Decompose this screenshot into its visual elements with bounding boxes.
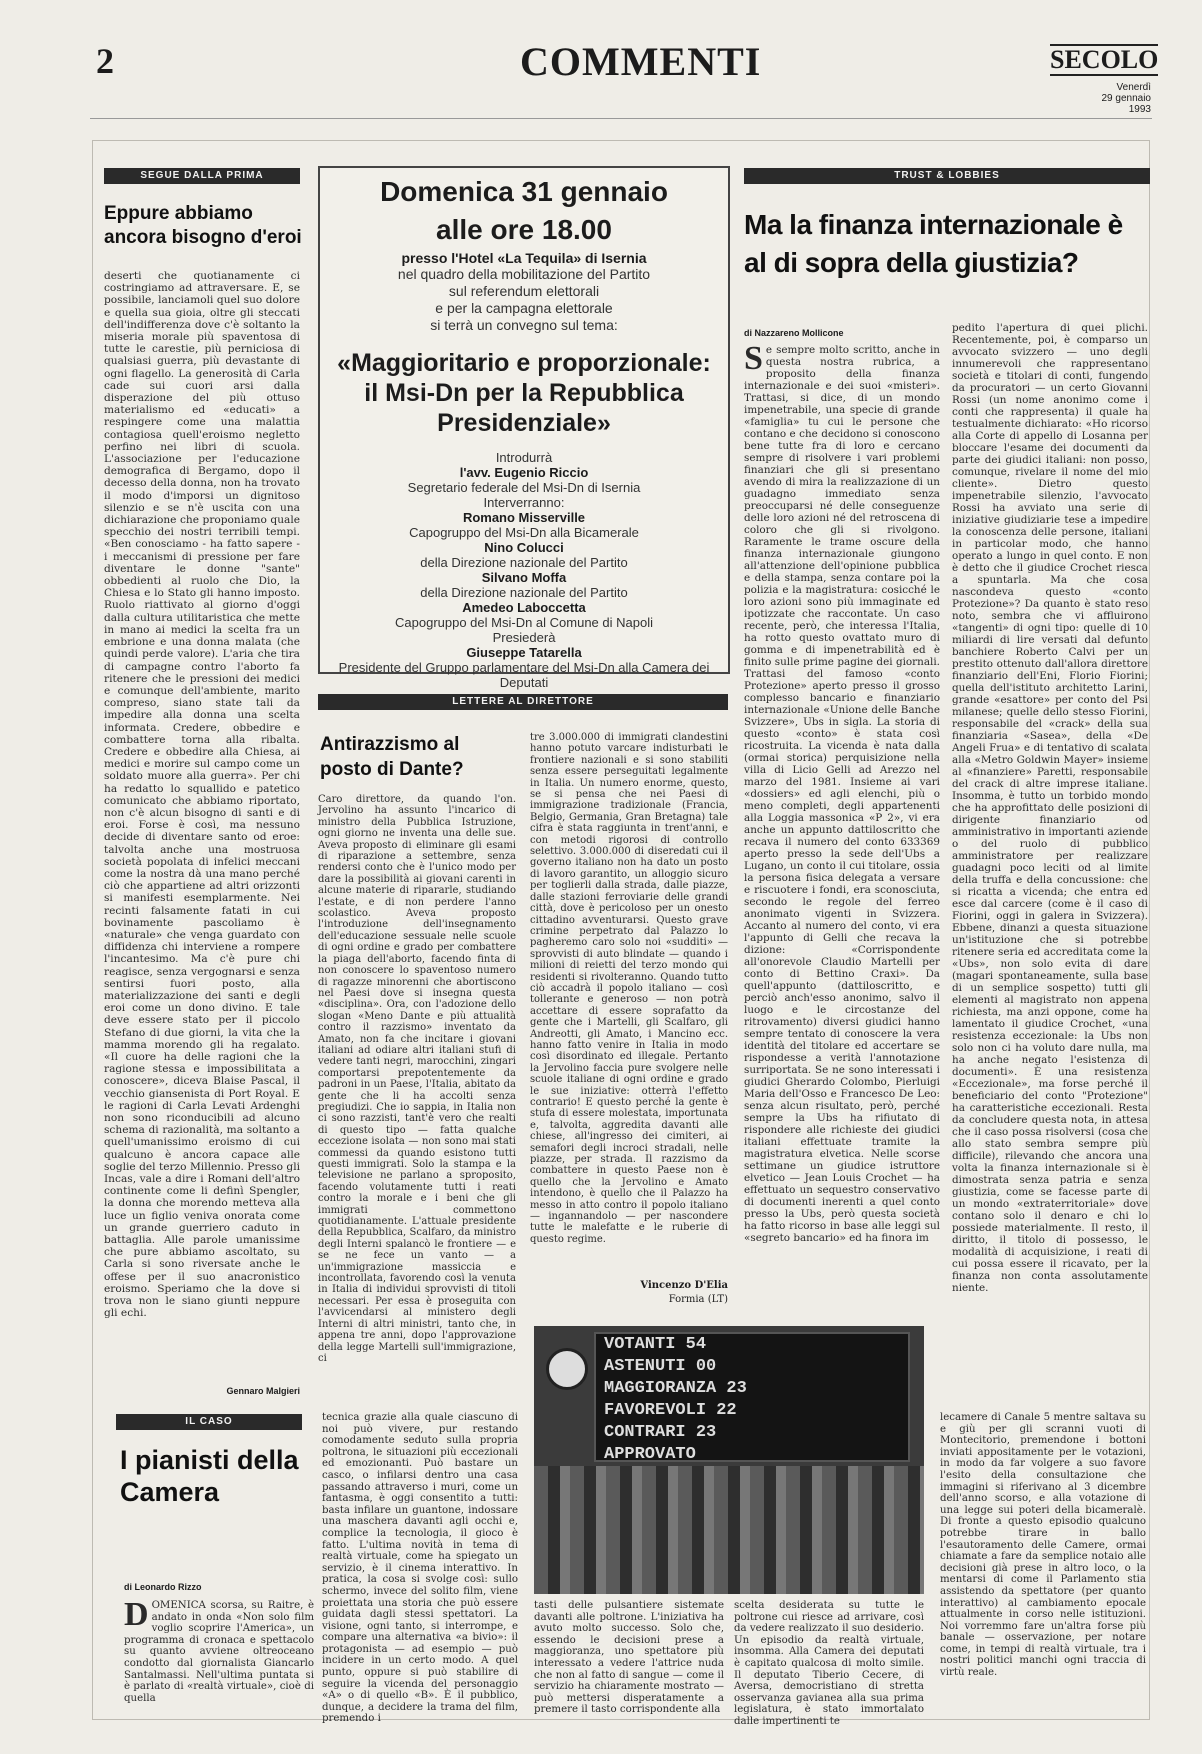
promo-speaker-role: Capogruppo del Msi-Dn alla Bicamerale xyxy=(409,525,639,540)
board-value: APPROVATO xyxy=(604,1445,696,1464)
section-title: COMMENTI xyxy=(520,39,762,84)
trust-body-col1-text: e sempre molto scritto, anche in questa nostra rubrica, a proposito della finanza internazionale e dei suoi «misteri». Trattasi, si dice, di un mondo impenetrabile, una specie di grande «famiglia» tu cui le persone che contano e che decidono si conoscono bene tutte fra di loro e cercano sempre di risolvere i vari problemi finanziari che gli si presentano avendo di mira la realizzazione di un guadagno immediato senza preoccuparsi né delle conseguenze delle loro azioni né del retroscena di coloro che gli si rivolgono. Raramente le trame oscure della finanza internazionale giungono all'attenzione dell'opinione pubblica e della stampa, senza contare poi la polizia e la magistratura: cosicché le loro azioni sono più immaginate ed ipotizzate che raccontate. Un caso recente, però, che interessa l'Italia, ha rotto questo ovattato muro di gomma e di impenetrabilità ed è finito sulle prime pagine dei giornali. Trattasi del famoso «conto Protezione» aperto presso il grosso complesso bancario e finanziario internazionale «Unione delle Banche Svizzere», Ubs in sigla. La storia di questo «conto» è stata così ricostruita. La vicenda è nata dalla (ormai storica) perquisizione nella villa di Licio Gelli ad Arezzo nel marzo del 1981. Insieme ai vari «dossiers» ed agli elenchi, più o meno completi, degli appartenenti alla Loggia massonica «P 2», vi era anche un appunto dattiloscritto che recava il numero del conto 633369 aperto presso la sede dell'Ubs a Lugano, un conto il cui titolare, ossia la persona fisica delegata a versare e riscuotere i fondi, era sconosciuta, secondo le regole del ferreo anonimato vigenti in Svizzera. Accanto al numero del conto, vi era l'appunto di Gelli che recava la dizione: «Corrispondente all'onorevole Claudio Martelli per conto di Bettino Craxi». Da quell'appunto (dattiloscritto, e perciò anch'esso anonimo, salvo il luogo e le circostanze del ritrovamento) diversi giudici hanno sempre tentato di conoscere la vera identità del titolare ed accertare se rispondesse a verità l'annotazione surriportata. Se ne sono interessati i giudici Gherardo Colombo, Pierluigi Maria dell'Osso e Francesco De Leo: senza alcun risultato, però, perché sempre la Ubs ha rifiutato di rispondere alle richieste dei giudici italiani effettuate tramite la magistratura elvetica. Nelle scorse settimane un giudice istruttore elvetico — Jean Louis Crochet — ha effettuato un sequestro conservativo di documenti inerenti a quel conto presso la Ubs, però questa società ha fatto ricorso in base alle leggi sul «segreto bancario» ed ha finora im xyxy=(744,344,940,1244)
letters-body-col2: tre 3.000.000 di immigrati clandestini hanno potuto varcare indisturbati le frontiere nazionali e si sono stabiliti senza essere perseguitati legalmente in Italia. Un numero enorme, questo, se si pensa che nei Paesi di immigrazione tradizionale (Francia, Belgio, Germania, Gran Bretagna) tale cifra è stata raggiunta in trent'anni, e con metodi rigorosi di controllo selettivo. 3.000.000 di diseredati cui il governo italiano non ha dato un posto di lavoro garantito, un alloggio sicuro per toglierli dalla strada, dalle piazze, dalle stazioni ferroviarie delle grandi città, dove è pericoloso per un onesto cittadino avventurarsi. Questo grave crimine perpetrato dal Palazzo lo pagheremo caro solo noi «sudditi» — sprovvisti di auto blindate — quando i milioni di reietti del terzo mondo qui residenti si rivolteranno. Quando tutto ciò accadrà il popolo italiano — così tollerante e generoso — non potrà accettare di essere soprafatto da gente che i Martelli, gli Scalfaro, gli Andreotti, gli Amato, i Mancino ecc. hanno fatto venire in Italia in modo così disordinato ed illegale. Pertanto la Jervolino faccia pure svolgere nelle scuole italiane di ogni ordine e grado le sue iniziative: otterrà l'effetto contrario! E questo perché la gente è stufa di essere molestata, importunata e, talvolta, aggredita davanti alle chiese, all'ingresso dei cimiteri, ai semafori degli incroci stradali, nelle piazze, per strada. Il razzismo da combattere in questo Paese non è quello che la Jervolino e Amato intendono, è quello che il Palazzo ha messo in atto contro il popolo italiano — ingannandolo — per nascondere tutte le malefatte e le ruberie di questo regime. xyxy=(530,732,728,1245)
convention-announcement xyxy=(318,166,730,690)
promo-intro-4: si terrà un convegno sul tema: xyxy=(430,317,618,333)
trust-body-col1 xyxy=(744,340,940,1310)
caso-body-col4: scelta desiderata su tutte le poltrone cui riesce ad arrivare, così da vedere realizzato il suo desiderio. Un episodio da realtà virtuale, insomma. Alla Camera dei deputati è capitato qualcosa di molto simile. Il deputato Tiberio Cecere, di Aversa, democristiano di stretta osservanza gavianea alla sua prima legislatura, è stato immortalato dalle impertinenti te xyxy=(734,1600,924,1727)
trust-body-col2: pedito l'apertura di quei plichi. Recentemente, poi, è comparso un avvocato svizzero — uno degli innumerevoli che rappresentano società e titolari di conti, fungendo da procuratori — un certo Giovanni Rossi (un nome anonimo come i conti che rappresenta) il quale ha testualmente dichiarato: «Ho ricorso alla Corte di appello di Losanna per bloccare l'esame dei documenti da parte dei giudici italiani: non posso, comunque, rivelare il nome del mio cliente». Dietro questo impenetrabile silenzio, l'avvocato Rossi ha avviato una serie di iniziative giudiziarie tese a impedire la conoscenza delle persone, italiani in particolar modo, che hanno operato a lungo in quel conto. E non è detto che il giudice Crochet riesca a spuntarla. Ma che cosa nascondeva questo «conto Protezione»? Da quanto è stato reso noto, sembra che vi affluirono «tangenti» di ogni tipo: quelle di 10 miliardi di lire versati dal defunto banchiere Roberto Calvi per un prestito ottenuto dall'allora direttore finanziario dell'Eni, Florio Fiorini; quella dell'istituto architetto Larini, grande «esattore» per conto del Psi milanese; quelle dello stesso Fiorini, responsabile del «crack» della sua finanziaria «Sasea», della «De Angeli Frua» e di tentativo di scalata alla «Metro Goldwin Mayer» insieme al «finanziere» Paretti, responsabile del crack di altre imprese italiane. Insomma, è tutto un torbido mondo che ha approfittato delle posizioni di dirigente finanziario od amministrativo in importanti aziende o del ruolo di pubblico amministratore per realizzare guadagni poco leciti od al limite della truffa e della concussione: che si ricatta a vicenda; che entra ed esce dal carcere (come è il caso di Fiorini, oggi in galera in Svizzera). Ebbene, dinanzi a questa situazione un'istituzione che si potrebbe ritenere seria ed accreditata come la «Ubs», non solo evita di dare (magari spontaneamente, sulla base di un semplice sospetto) tutti gli elementi al magistrato non appena richiesta, ma anzi oppone, come ha lamentato il giudice Crochet, «una resistenza eccezionale: la Ubs non solo non ci ha voluto dare nulla, ma ha anche negato l'esistenza di documenti». È una resistenza «Eccezionale», ma forse perché il beneficiario del conto "Protezione" ha caratteristiche eccezionali. Resta da concludere questa nota, in attesa che il caso possa risolversi (cosa che allo stato sembra sempre più difficile), rilevando che ancora una volta la finanza internazionale si è dimostrata senza patria e senza giustizia, come se facesse parte di un mondo «extraterritoriale» dove contano solo il denaro e chi lo possiede materialmente. Il resto, il diritto, il titolo di possesso, le modalità di acquisizione, i reati di cui possa essere il ricavato, per la finanza non conta assolutamente niente. xyxy=(952,322,1148,1294)
promo-time: alle ore 18.00 xyxy=(436,214,612,245)
caso-body-col3: tasti delle pulsantiere sistemate davanti alle poltrone. L'iniziativa ha avuto molto successo. Solo che, essendo le decisioni prese a maggioranza, uno spettatore più interessato a vedere l'attrice nuda che non al fatto di sangue — come il servizio ha chiaramente mostrato — può mettersi disperatamente a premere il tasto corrispondente alla xyxy=(534,1600,724,1716)
issue-day: Venerdì xyxy=(1116,82,1151,93)
masthead-logo: SECOLO xyxy=(1050,45,1159,74)
page-number: 2 xyxy=(96,41,114,81)
letters-band: LETTERE AL DIRETTORE xyxy=(318,694,728,710)
letters-body-col1: Caro direttore, da quando l'on. Jervolino ha assunto l'incarico di ministro della Pubblica Istruzione, ogni giorno ne inventa una delle sue. Aveva proposto di eliminare gli esami di riparazione a settembre, senza rendersi conto che è l'unico modo per dare la possibilità ai giovani carenti in alcune materie di ripararle, studiando l'estate, e di non perdere l'anno scolastico. Aveva proposto l'introduzione dell'insegnamento dell'educazione sessuale nelle scuole di ogni ordine e grado per combattere la piaga dell'aborto, facendo finta di non conoscere lo spaventoso numero di ragazze minorenni che abortiscono nel Paesi dove si insegna questa «disciplina». Ora, con l'adozione dello slogan «Meno Dante e più attualità contro il razzismo» inventato da Amato, non fa che incitare i giovani italiani ad odiare altri italiani stufi di vedere tanti negri, marocchini, zingari comportarsi prepotentemente da padroni in un Paese, l'Italia, abitato da gente che li ha accolti senza pregiudizi. Che io sappia, in Italia non ci sono razzisti, tant'è vero che realti di questo tipo — fatta qualche eccezione isolata — non sono mai stati commessi da quando esistono tutti questi immigrati. Solo la stampa e la televisione ne parlano a sproposito, facendo volutamente tutti i reati contro la morale e i beni che gli immigrati commettono quotidianamente. L'attuale presidente della Repubblica, Scalfaro, da ministro degli Interni spalancò le frontiere — e se ne fece un vanto — a un'immigrazione massiccia e incontrollata, favorendo così la venuta in Italia di individui sprovvisti di titoli necessari. Per essa è proseguita con l'avvicendarsi al ministero degli Interni di altri ministri, tanto che, in appena tre anni, dopo l'approvazione della legge Martelli sull'immigrazione, ci xyxy=(318,794,516,1364)
caso-headline: I pianisti della Camera xyxy=(120,1445,299,1507)
deputies-crowd xyxy=(534,1466,924,1594)
board-label: MAGGIORANZA xyxy=(604,1379,717,1398)
board-value: 00 xyxy=(695,1357,717,1376)
letters-signature-name: Vincenzo D'Elia xyxy=(640,1280,728,1291)
board-row xyxy=(596,1400,908,1422)
board-row xyxy=(596,1444,908,1466)
promo-venue: presso l'Hotel «La Tequila» di Isernia xyxy=(401,250,647,266)
left-article-band: SEGUE DALLA PRIMA xyxy=(104,168,300,184)
promo-introducer-role: Segretario federale del Msi-Dn di Isernia xyxy=(407,480,641,495)
promo-speakers-label: Interverranno: xyxy=(483,495,565,510)
issue-full-date: 29 gennaio 1993 xyxy=(1101,93,1151,115)
parliament-photo xyxy=(534,1326,924,1594)
promo-speaker-role: Capogruppo del Msi-Dn al Comune di Napoli xyxy=(395,615,653,630)
board-label: VOTANTI xyxy=(604,1335,676,1354)
promo-speaker-name: Romano Misserville xyxy=(462,510,586,525)
promo-speaker-name: Amedeo Laboccetta xyxy=(462,600,586,615)
promo-intro-2: sul referendum elettorali xyxy=(448,283,600,299)
promo-chair-name: Giuseppe Tatarella xyxy=(466,645,582,660)
caso-body-col2: tecnica grazie alla quale ciascuno di noi può vivere, pur restando comodamente seduto sulla propria poltrona, le situazioni più eccezionali ed emozionanti. Può bastare un casco, o infilarsi dentro una casa passando attraverso i muri, come un fantasma, è oggi consentito a tutti: basta infilare un guantone, indossare una maschera davanti agli occhi e, complice la tecnologia, il gioco è fatto. L'ultima novità in tema di realtà virtuale, come ha spiegato un servizio, è il cinema interattivo. In pratica, la cosa si svolge così: sullo schermo, invece del solito film, viene proiettata una storia che può essere guidata dagli stessi spettatori. La visione, ogni tanto, si interrompe, e compare una alternativa «a bivio»: il protagonista — ad esempio — può incidere in un certo modo. A quel punto, oppure si può stabilire di seguire la vicenda del personaggio «A» o di quello «B». È il pubblico, dunque, a decidere la trama del film, premendo i xyxy=(322,1412,518,1725)
promo-introducer: l'avv. Eugenio Riccio xyxy=(459,465,589,480)
promo-title: «Maggioritario e proporzionale: il Msi-Dn per la Repubblica Presidenziale» xyxy=(337,349,711,437)
board-value: 23 xyxy=(726,1379,747,1398)
board-value: 23 xyxy=(695,1423,717,1442)
trust-byline: di Nazzareno Mollicone xyxy=(744,328,844,338)
board-row xyxy=(596,1356,908,1378)
caso-body-col5: lecamere di Canale 5 mentre saltava su e giù per gli scranni vuoti di Montecitorio, premendone i bottoni inviati appositamente per le votazioni, in modo da far volgere a suo favore l'esito della consultazione che immagini si riferivano al 3 dicembre dell'anno scorso, e alla votazione di una legge sui poteri della bicameralè. Di fronte a questo episodio qualcuno potrebbe tirare in ballo l'esautoramento delle Camere, ormai chiamate a fare da semplice notaio alle decisioni già prese in altro loco, o la mentarsi di come il Parlamento stia assistendo da spettatore (per quanto interattivo) al cambiamento epocale attualmente in corso nelle istituzioni. Noi vorremmo fare un'altra forse più banale — osservazione, per notare come, in tempi di realtà virtuale, tra i nostri politici manchi ogni traccia di virtù reale. xyxy=(940,1412,1146,1679)
promo-date: Domenica 31 gennaio xyxy=(380,176,668,207)
promo-intro-1: nel quadro della mobilitazione del Partito xyxy=(397,266,651,282)
promo-chair-label: Presiederà xyxy=(492,630,556,645)
trust-headline: Ma la finanza internazionale è al di sopra della giustizia? xyxy=(744,209,1123,278)
promo-chair-role: Presidente del Gruppo parlamentare del Msi-Dn alla Camera dei Deputati xyxy=(338,660,710,690)
board-value: 54 xyxy=(685,1335,707,1354)
board-row xyxy=(596,1334,908,1356)
promo-speaker-name: Nino Colucci xyxy=(484,540,564,555)
clock-icon xyxy=(546,1348,588,1390)
left-article-body: deserti che quotianamente ci costringiamo ad attraversare. E, se possibile, lanciamoli quel suo dolore e quella sua gioia, oltre gli steccati dell'indifferenza dove c'è soltanto la miseria morale più spaventosa di tutte le carestie, più perniciosa di qualsiasi guerra, più devastante di ogni flagello. La generosità di Carla cade sui cuori arsi dalla disperazione del più ottuso materialismo ed «educati» a respingere come una malattia contagiosa quell'eroismo negletto perfino nei libri di scuola. L'associazione per l'educazione demografica di Bergamo, dopo il decesso della donna, non ha trovato il modo d'imporsi un dignitoso silenzio e se n'è uscita con una dichiarazione che proponiamo quale specchio dei nostri terribili tempi. «Ben conosciamo - ha fatto sapere - i meccanismi di pressione per fare diventare le donne "sante" obbedienti al ruolo che Dio, la Chiesa e lo Stato gli hanno imposto. Ruolo riattivato al giorno d'oggi dalla cultura utilitaristica che mette in mano ai medici la scelta fra un embrione e una donna malata (che quindi perde valore). L'aria che tira di campagne contro l'aborto fa ritenere che le pressioni dei medici e comunque dell'ambiente, marito compreso, siano state tali da impedire alla donna una scelta informata. Credere, obbedire e combattere torna alla ribalta. Credere e obbedire alla Chiesa, ai medici e morire sul campo come un soldato muore alla guerra». Per chi ha redatto lo squallido e patetico comunicato che abbiamo riportato, non c'è alcun bisogno di santi e di eroi. Forse è così, ma nessuno decide di diventare santo od eroe: talvolta anche una mostruosa società popolata di infelici meccani come la nostra dà una mano perché ciò che appartiene ad altri orizzonti si manifesti esemplarmente. Nei recinti falsamente fatati in cui bovinamente pascoliamo è «naturale» che venga guardato con diffidenza chi interviene a rompere l'incantesimo. Ma c'è pure chi reagisce, senza vergognarsi e senza sentirsi fuori posto, alla materializzazione dei santi e degli eroi come un dono divino. E tale deve essere stato per il piccolo Stefano di due giorni, la vita che la mamma morendo gli ha regalato. «Il cuore ha delle ragioni che la ragione stessa e impossibilitata a conoscere», diceva Blaise Pascal, il vecchio giansenista di Port Royal. E le ragioni di Carla Levati Ardenghi non sono riconducibili ad alcuno schema di razionalità, ma soltanto a quell'umanissimo eroismo di cui qualcuno è ancora capace alle soglie del terzo Millennio. Presso gli Incas, vale a dire i Romani dell'altro continente come li definì Spengler, la donna che morendo metteva alla luce un figlio veniva onorata come un grande guerriero caduto in battaglia. Alle parole umanissime che pure abbiamo ascoltato, su Carla si sono riversate anche le offese per il suo anacronistico eroismo. Speriamo che la dove si trova non le siano giunti neppure gli echi. xyxy=(104,270,300,1320)
caso-body-col1 xyxy=(124,1596,314,1712)
promo-intro-3: e per la campagna elettorale xyxy=(435,300,613,316)
board-row xyxy=(596,1422,908,1444)
promo-speaker-role: della Direzione nazionale del Partito xyxy=(420,585,628,600)
board-label: CONTRARI xyxy=(604,1423,686,1442)
left-article-headline: Eppure abbiamo ancora bisogno d'eroi xyxy=(104,203,302,248)
caso-body-col1-text: OMENICA scorsa, su Raitre, è andato in onda «Non solo film voglio scoprire l'America», un programma di cronaca e spettacolo su quanto avviene oltreoceano condotto dal giornalista Giancarlo Santalmassi. Nell'ultima puntata si è parlato di «realtà virtuale», cioè di quella xyxy=(124,1600,314,1704)
trust-drop-cap: S xyxy=(744,340,763,377)
caso-drop-cap: D xyxy=(124,1596,149,1633)
caso-byline: di Leonardo Rizzo xyxy=(124,1582,202,1592)
issue-date xyxy=(1085,82,1151,115)
promo-speaker-role: della Direzione nazionale del Partito xyxy=(420,555,628,570)
promo-speaker-name: Silvano Moffa xyxy=(481,570,567,585)
trust-band: TRUST & LOBBIES xyxy=(744,168,1150,184)
header-rule xyxy=(90,118,1152,119)
vote-scoreboard xyxy=(594,1332,910,1462)
board-row xyxy=(596,1378,908,1400)
board-value: 22 xyxy=(716,1401,737,1420)
board-label: ASTENUTI xyxy=(604,1357,686,1376)
letters-signature-place: Formia (LT) xyxy=(668,1294,728,1305)
board-label: FAVOREVOLI xyxy=(604,1401,707,1420)
letters-headline: Antirazzismo al posto di Dante? xyxy=(320,734,464,780)
left-article-author: Gennaro Malgieri xyxy=(226,1386,300,1396)
caso-band: IL CASO xyxy=(116,1414,302,1430)
promo-introduce-label: Introdurrà xyxy=(495,450,553,465)
